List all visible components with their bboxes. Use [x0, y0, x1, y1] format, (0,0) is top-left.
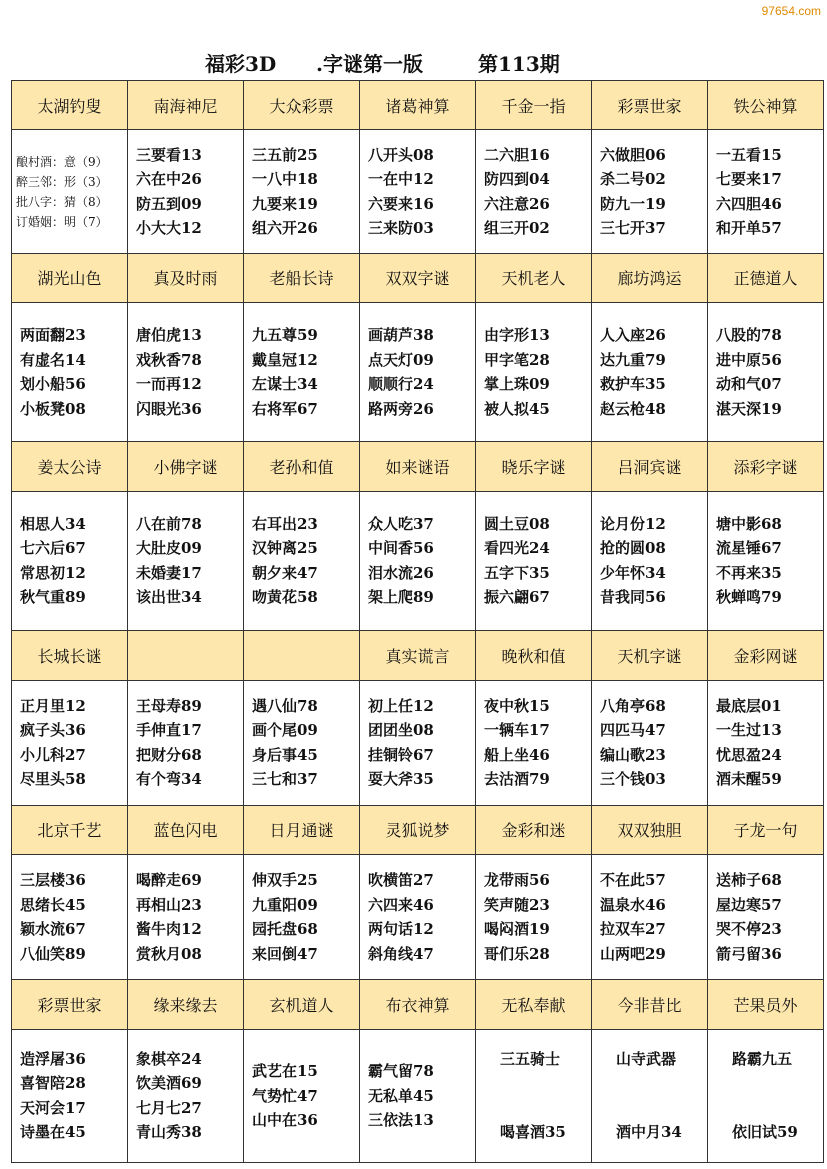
riddle-line: 防四到04	[484, 170, 550, 189]
riddle-line: 朝夕来47	[252, 563, 318, 582]
riddle-cell	[128, 130, 244, 253]
riddle-line: 昔我同56	[600, 588, 666, 607]
riddle-table	[11, 80, 824, 1163]
riddle-line: 箭弓留36	[716, 944, 782, 963]
riddle-line: 山寺武器	[616, 1049, 677, 1068]
column-header: 灵狐说梦	[360, 805, 476, 854]
riddle-line: 最底层01	[716, 696, 782, 715]
riddle-line: 温泉水46	[600, 895, 666, 914]
column-header	[128, 631, 244, 680]
riddle-line: 屋边寒57	[716, 895, 782, 914]
column-header: 金彩和迷	[476, 805, 592, 854]
riddle-line: 把财分68	[136, 745, 202, 764]
riddle-line: 手伸直17	[136, 721, 202, 740]
riddle-cell	[476, 1029, 592, 1162]
riddle-line: 流星锤67	[716, 539, 782, 558]
title-part-1: 福彩3D	[205, 52, 277, 76]
riddle-line: 一辆车17	[484, 721, 550, 740]
riddle-line: 众人吃37	[368, 514, 434, 533]
column-header: 廊坊鸿运	[592, 253, 708, 302]
riddle-line: 九重阳09	[252, 895, 318, 914]
riddle-line: 八在前78	[136, 514, 202, 533]
riddle-line	[732, 1096, 823, 1121]
column-header: 蓝色闪电	[128, 805, 244, 854]
riddle-line: 防九一19	[600, 194, 666, 213]
riddle-line: 达九重79	[600, 350, 666, 369]
column-header: 湖光山色	[12, 253, 128, 302]
riddle-line: 去沽酒79	[484, 770, 550, 789]
riddle-cell	[360, 680, 476, 805]
riddle-line: 组三开02	[484, 219, 550, 238]
riddle-line: 一而再12	[136, 375, 202, 394]
riddle-line: 山两吧29	[600, 944, 666, 963]
riddle-line: 路霸九五	[732, 1049, 793, 1068]
riddle-line: 喝闷酒19	[484, 920, 550, 939]
riddle-line: 六注意26	[484, 194, 550, 213]
riddle-line: 抢的圆08	[600, 539, 666, 558]
riddle-line: 正月里12	[20, 696, 86, 715]
content-row	[12, 680, 824, 805]
column-header: 南海神尼	[128, 81, 244, 130]
riddle-line: 酱牛肉12	[136, 920, 202, 939]
riddle-line: 塘中影68	[716, 514, 782, 533]
riddle-line: 人入座26	[600, 326, 666, 345]
riddle-line: 夜中秋15	[484, 696, 550, 715]
title-part-2: .字谜第一版	[316, 52, 423, 76]
riddle-line: 三来防03	[368, 219, 434, 238]
riddle-line: 八仙笑89	[20, 944, 86, 963]
riddle-line: 哥们乐28	[484, 944, 550, 963]
riddle-line: 甲字笔28	[484, 350, 550, 369]
riddle-line: 右耳出23	[252, 514, 318, 533]
column-header: 天机字谜	[592, 631, 708, 680]
riddle-line: 小大大12	[136, 219, 202, 238]
column-header	[244, 631, 360, 680]
riddle-line: 五字下35	[484, 563, 550, 582]
riddle-line: 赵云枪48	[600, 399, 666, 418]
riddle-cell	[592, 855, 708, 980]
riddle-cell	[476, 680, 592, 805]
riddle-line: 初上任12	[368, 696, 434, 715]
riddle-line: 醉三邻：形（3）	[16, 174, 108, 189]
content-row	[12, 303, 824, 442]
riddle-line: 一在中12	[368, 170, 434, 189]
riddle-cell	[592, 1029, 708, 1162]
riddle-line: 动和气07	[716, 375, 782, 394]
riddle-line: 三七开37	[600, 219, 666, 238]
riddle-line: 龙带雨56	[484, 871, 550, 890]
riddle-line: 湛天深19	[716, 399, 782, 418]
riddle-line: 七要来17	[716, 170, 782, 189]
riddle-cell	[360, 303, 476, 442]
column-header: 姜太公诗	[12, 442, 128, 491]
riddle-line: 依旧试59	[732, 1123, 798, 1142]
riddle-line: 诗墨在45	[20, 1123, 86, 1142]
riddle-line: 组六开26	[252, 219, 318, 238]
riddle-line: 点天灯09	[368, 350, 434, 369]
riddle-cell	[476, 855, 592, 980]
riddle-line: 八股的78	[716, 326, 782, 345]
riddle-cell	[244, 491, 360, 630]
column-header: 千金一指	[476, 81, 592, 130]
riddle-cell	[12, 130, 128, 253]
riddle-line: 划小船56	[20, 375, 86, 394]
riddle-cell	[592, 130, 708, 253]
riddle-cell	[12, 1029, 128, 1162]
column-header: 无私奉献	[476, 980, 592, 1029]
riddle-line: 六四胆46	[716, 194, 782, 213]
riddle-line: 右将军67	[252, 399, 318, 418]
riddle-line	[500, 1096, 591, 1121]
riddle-cell	[708, 303, 824, 442]
riddle-cell	[592, 680, 708, 805]
column-header: 太湖钓叟	[12, 81, 128, 130]
column-header: 正德道人	[708, 253, 824, 302]
riddle-line: 路两旁26	[368, 399, 434, 418]
column-header: 晚秋和值	[476, 631, 592, 680]
riddle-line: 小板凳08	[20, 399, 86, 418]
riddle-line: 论月份12	[600, 514, 666, 533]
riddle-line: 该出世34	[136, 588, 202, 607]
riddle-cell	[12, 680, 128, 805]
riddle-line: 天河会17	[20, 1098, 86, 1117]
riddle-line: 杀二号02	[600, 170, 666, 189]
content-row	[12, 855, 824, 980]
page-title	[0, 44, 827, 80]
riddle-line: 三依法13	[368, 1111, 434, 1130]
riddle-line: 掌上珠09	[484, 375, 550, 394]
riddle-line: 两面翻23	[20, 326, 86, 345]
riddle-line: 九五尊59	[252, 326, 318, 345]
column-header: 彩票世家	[592, 81, 708, 130]
riddle-line: 三层楼36	[20, 871, 86, 890]
riddle-line: 尽里头58	[20, 770, 86, 789]
riddle-line: 画葫芦38	[368, 326, 434, 345]
riddle-line: 未婚妻17	[136, 563, 202, 582]
column-header: 双双独胆	[592, 805, 708, 854]
riddle-line: 身后事45	[252, 745, 318, 764]
riddle-line: 三五前25	[252, 145, 318, 164]
riddle-line: 酒中月34	[616, 1123, 682, 1142]
column-header: 子龙一句	[708, 805, 824, 854]
riddle-line: 相思人34	[20, 514, 86, 533]
header-row	[12, 631, 824, 680]
riddle-cell	[128, 1029, 244, 1162]
riddle-line: 七六后67	[20, 539, 86, 558]
riddle-line: 一五看15	[716, 145, 782, 164]
riddle-line: 哭不停23	[716, 920, 782, 939]
riddle-line: 进中原56	[716, 350, 782, 369]
riddle-line: 防五到09	[136, 194, 202, 213]
riddle-line: 和开单57	[716, 219, 782, 238]
riddle-line: 四匹马47	[600, 721, 666, 740]
riddle-line: 小儿科27	[20, 745, 86, 764]
riddle-line: 六在中26	[136, 170, 202, 189]
riddle-line: 六四来46	[368, 895, 434, 914]
riddle-line: 常思初12	[20, 563, 86, 582]
column-header: 布衣神算	[360, 980, 476, 1029]
header-row	[12, 980, 824, 1029]
riddle-line: 少年怀34	[600, 563, 666, 582]
riddle-line: 订婚姻：明（7）	[16, 214, 108, 229]
column-header: 老船长诗	[244, 253, 360, 302]
riddle-cell	[244, 855, 360, 980]
riddle-line: 秋蝉鸣79	[716, 588, 782, 607]
riddle-line: 送柿子68	[716, 871, 782, 890]
riddle-line: 一八中18	[252, 170, 318, 189]
riddle-line: 赏秋月08	[136, 944, 202, 963]
riddle-line: 伸双手25	[252, 871, 318, 890]
riddle-line: 不再来35	[716, 563, 782, 582]
column-header: 长城长谜	[12, 631, 128, 680]
riddle-line: 一生过13	[716, 721, 782, 740]
column-header: 老孙和值	[244, 442, 360, 491]
riddle-line	[500, 1071, 591, 1096]
riddle-line: 喝喜酒35	[500, 1123, 566, 1142]
riddle-line: 山中在36	[252, 1111, 318, 1130]
riddle-line: 造浮屠36	[20, 1049, 86, 1068]
riddle-line: 不在此57	[600, 871, 666, 890]
riddle-cell	[12, 303, 128, 442]
riddle-line: 七月七27	[136, 1098, 202, 1117]
riddle-line: 酿村酒：意（9）	[16, 154, 108, 169]
riddle-line: 两句话12	[368, 920, 434, 939]
riddle-line: 疯子头36	[20, 721, 86, 740]
content-row	[12, 130, 824, 253]
column-header: 大众彩票	[244, 81, 360, 130]
riddle-cell	[708, 855, 824, 980]
column-header: 日月通谜	[244, 805, 360, 854]
riddle-line: 来回倒47	[252, 944, 318, 963]
riddle-line: 青山秀38	[136, 1123, 202, 1142]
riddle-line	[616, 1071, 707, 1096]
riddle-line: 救护车35	[600, 375, 666, 394]
riddle-line: 唐伯虎13	[136, 326, 202, 345]
riddle-cell	[476, 303, 592, 442]
riddle-line: 有虚名14	[20, 350, 86, 369]
column-header: 真及时雨	[128, 253, 244, 302]
riddle-cell	[360, 491, 476, 630]
riddle-line: 吻黄花58	[252, 588, 318, 607]
riddle-line: 忧思盈24	[716, 745, 782, 764]
riddle-line: 象棋卒24	[136, 1049, 202, 1068]
title-issue: 第113期	[478, 52, 560, 76]
column-header: 添彩字谜	[708, 442, 824, 491]
column-header: 小佛字谜	[128, 442, 244, 491]
riddle-line: 斜角线47	[368, 944, 434, 963]
riddle-cell	[708, 491, 824, 630]
riddle-line: 戏秋香78	[136, 350, 202, 369]
header-row	[12, 81, 824, 130]
riddle-line: 三五骑士	[500, 1049, 561, 1068]
header-row	[12, 253, 824, 302]
header-row	[12, 442, 824, 491]
riddle-line: 汉钟离25	[252, 539, 318, 558]
riddle-line: 大肚皮09	[136, 539, 202, 558]
header-row	[12, 805, 824, 854]
column-header: 晓乐字谜	[476, 442, 592, 491]
riddle-line: 看四光24	[484, 539, 550, 558]
riddle-line: 思绪长45	[20, 895, 86, 914]
column-header: 玄机道人	[244, 980, 360, 1029]
site-watermark: 97654.com	[761, 4, 821, 18]
riddle-line: 喜智陪28	[20, 1074, 86, 1093]
riddle-line: 团团坐08	[368, 721, 434, 740]
riddle-line: 中间香56	[368, 539, 434, 558]
riddle-line: 戴皇冠12	[252, 350, 318, 369]
riddle-cell	[128, 491, 244, 630]
riddle-line: 酒未醒59	[716, 770, 782, 789]
riddle-line: 霸气留78	[368, 1062, 434, 1081]
riddle-line: 由字形13	[484, 326, 550, 345]
riddle-cell	[592, 303, 708, 442]
riddle-line: 闪眼光36	[136, 399, 202, 418]
riddle-line: 船上坐46	[484, 745, 550, 764]
content-row	[12, 1029, 824, 1162]
riddle-cell	[244, 303, 360, 442]
riddle-cell	[360, 130, 476, 253]
riddle-cell	[708, 130, 824, 253]
riddle-line: 武艺在15	[252, 1062, 318, 1081]
riddle-cell	[476, 130, 592, 253]
riddle-cell	[360, 855, 476, 980]
riddle-line: 六做胆06	[600, 145, 666, 164]
riddle-line: 吹横笛27	[368, 871, 434, 890]
riddle-line: 挂铜铃67	[368, 745, 434, 764]
riddle-cell	[476, 491, 592, 630]
riddle-line: 园托盘68	[252, 920, 318, 939]
riddle-line: 秋气重89	[20, 588, 86, 607]
column-header: 如来谜语	[360, 442, 476, 491]
riddle-line: 遇八仙78	[252, 696, 318, 715]
column-header: 诸葛神算	[360, 81, 476, 130]
riddle-line	[732, 1071, 823, 1096]
column-header: 今非昔比	[592, 980, 708, 1029]
riddle-line: 再相山23	[136, 895, 202, 914]
riddle-cell	[708, 1029, 824, 1162]
column-header: 芒果员外	[708, 980, 824, 1029]
riddle-cell	[592, 491, 708, 630]
riddle-line: 无私单45	[368, 1086, 434, 1105]
riddle-line: 被人拟45	[484, 399, 550, 418]
riddle-line	[616, 1096, 707, 1121]
riddle-line: 编山歌23	[600, 745, 666, 764]
column-header: 双双字谜	[360, 253, 476, 302]
column-header: 天机老人	[476, 253, 592, 302]
column-header: 金彩网谜	[708, 631, 824, 680]
riddle-cell	[12, 491, 128, 630]
column-header: 吕洞宾谜	[592, 442, 708, 491]
riddle-line: 气势忙47	[252, 1086, 318, 1105]
riddle-line: 三七和37	[252, 770, 318, 789]
riddle-cell	[128, 680, 244, 805]
column-header: 铁公神算	[708, 81, 824, 130]
riddle-cell	[244, 130, 360, 253]
riddle-line: 画个尾09	[252, 721, 318, 740]
riddle-line: 九要来19	[252, 194, 318, 213]
riddle-line: 泪水流26	[368, 563, 434, 582]
riddle-line: 圆土豆08	[484, 514, 550, 533]
column-header: 彩票世家	[12, 980, 128, 1029]
riddle-line: 笑声随23	[484, 895, 550, 914]
riddle-line: 架上爬89	[368, 588, 434, 607]
riddle-line: 饮美酒69	[136, 1074, 202, 1093]
riddle-cell	[128, 303, 244, 442]
riddle-line: 有个弯34	[136, 770, 202, 789]
riddle-line: 八角亭68	[600, 696, 666, 715]
riddle-line: 顺顺行24	[368, 375, 434, 394]
riddle-cell	[128, 855, 244, 980]
riddle-line: 三要看13	[136, 145, 202, 164]
content-row	[12, 491, 824, 630]
riddle-line: 批八字：猜（8）	[16, 194, 108, 209]
riddle-line: 耍大斧35	[368, 770, 434, 789]
riddle-line: 颖水流67	[20, 920, 86, 939]
riddle-cell	[360, 1029, 476, 1162]
riddle-line: 拉双车27	[600, 920, 666, 939]
riddle-cell	[244, 1029, 360, 1162]
riddle-line: 王母寿89	[136, 696, 202, 715]
riddle-line: 二六胆16	[484, 145, 550, 164]
riddle-line: 八开头08	[368, 145, 434, 164]
riddle-cell	[12, 855, 128, 980]
riddle-line: 振六翩67	[484, 588, 550, 607]
riddle-line: 喝醉走69	[136, 871, 202, 890]
riddle-line: 六要来16	[368, 194, 434, 213]
riddle-cell	[244, 680, 360, 805]
riddle-cell	[708, 680, 824, 805]
riddle-line: 左谋士34	[252, 375, 318, 394]
column-header: 真实谎言	[360, 631, 476, 680]
riddle-line: 三个钱03	[600, 770, 666, 789]
column-header: 缘来缘去	[128, 980, 244, 1029]
column-header: 北京千艺	[12, 805, 128, 854]
